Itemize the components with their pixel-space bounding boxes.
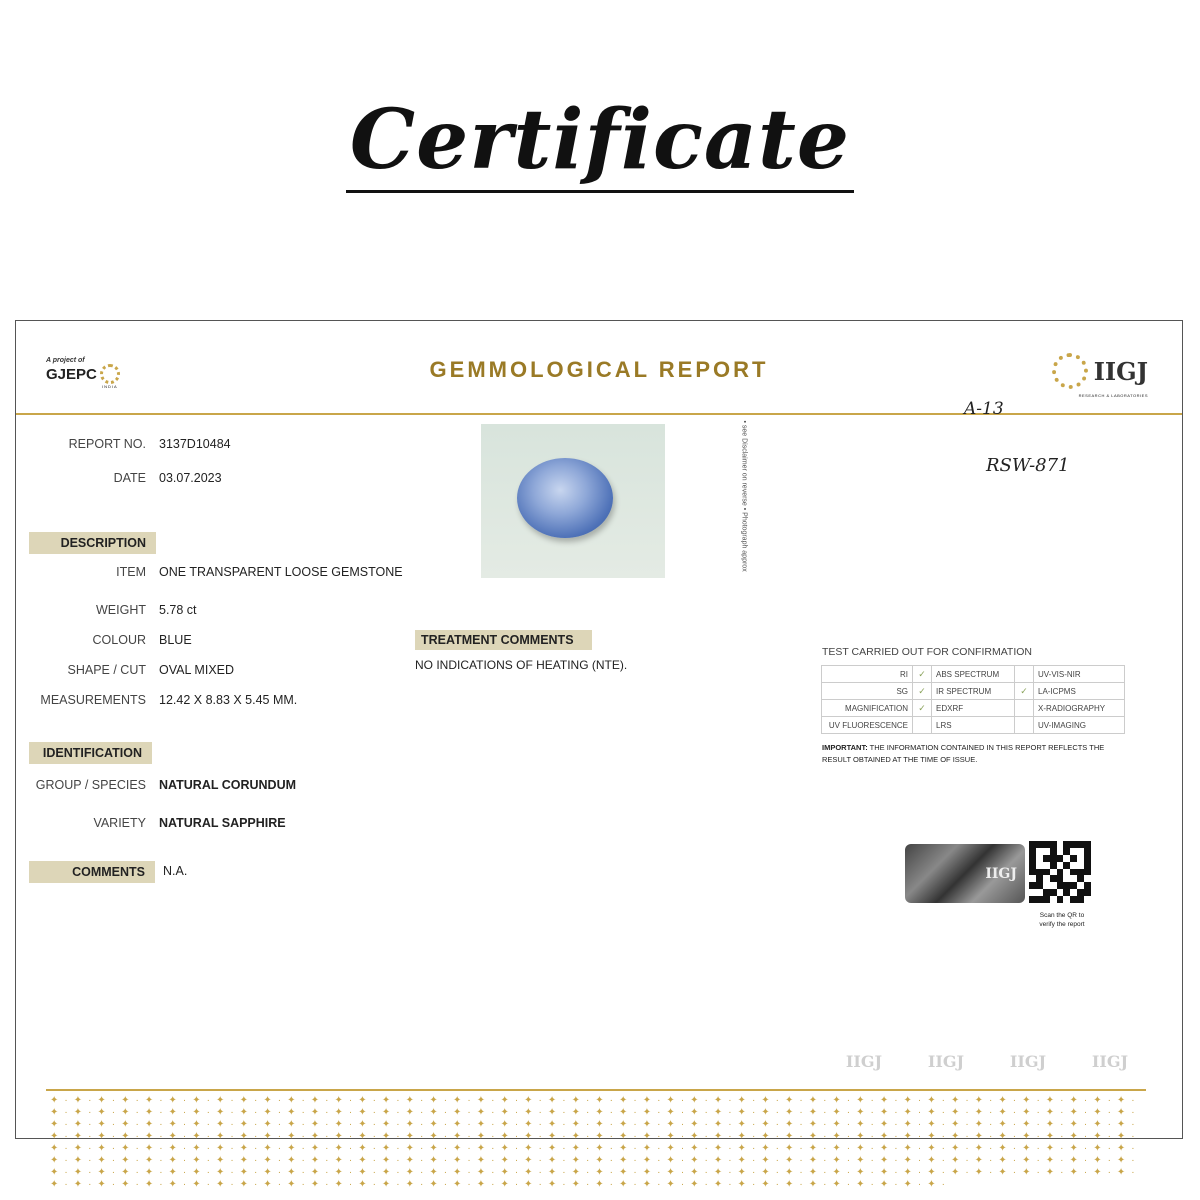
gjepc-country: INDIA [102, 384, 118, 389]
test-name: EDXRF [932, 700, 1015, 717]
measurements-value: 12.42 X 8.83 X 5.45 MM. [159, 693, 298, 707]
page-title [0, 92, 1200, 188]
comments-value: N.A. [163, 864, 188, 878]
item-value: ONE TRANSPARENT LOOSE GEMSTONE [159, 565, 403, 579]
iigj-name: IIGJ [1093, 356, 1148, 386]
footer-divider [46, 1089, 1146, 1091]
description-heading: DESCRIPTION [29, 532, 156, 554]
group-value: NATURAL CORUNDUM [159, 778, 297, 792]
certificate-heading: Certificate [346, 92, 854, 193]
gjepc-tag: A project of [46, 357, 85, 364]
watermark-logo: IIGJ [927, 1052, 965, 1071]
treatment-heading: TREATMENT COMMENTS [415, 630, 592, 650]
check-icon [1015, 717, 1034, 734]
check-icon: ✓ [913, 683, 932, 700]
watermark-logo: IIGJ [1091, 1052, 1129, 1071]
report-title: GEMMOLOGICAL REPORT [429, 357, 769, 382]
important-notice [822, 742, 1112, 766]
test-name: UV-VIS-NIR [1034, 666, 1125, 683]
measurements-label: MEASUREMENTS [40, 693, 146, 707]
shape-value: OVAL MIXED [159, 663, 235, 677]
weight-label: WEIGHT [96, 603, 146, 617]
qr-code-icon[interactable] [1029, 841, 1091, 903]
weight-value: 5.78 ct [159, 603, 197, 617]
test-name: UV-IMAGING [1034, 717, 1125, 734]
qr-caption: Scan the QR to verify the report [1039, 912, 1085, 928]
identification-heading: IDENTIFICATION [29, 742, 152, 764]
watermark-logo: IIGJ [1009, 1052, 1047, 1071]
handwritten-code-rsw: RSW-871 [986, 455, 1070, 476]
test-row [822, 717, 1125, 734]
iigj-logo [1052, 353, 1148, 398]
test-name: RI [822, 666, 913, 683]
test-name: LA-ICPMS [1034, 683, 1125, 700]
watermark-strip [828, 1052, 1146, 1071]
test-name: X-RADIOGRAPHY [1034, 700, 1125, 717]
report-card [15, 320, 1183, 1190]
hologram-seal [905, 844, 1025, 903]
treatment-value: NO INDICATIONS OF HEATING (NTE). [415, 658, 628, 672]
colour-value: BLUE [159, 633, 192, 647]
test-name: ABS SPECTRUM [932, 666, 1015, 683]
starburst-icon [1052, 353, 1088, 389]
header-divider [16, 413, 1182, 415]
report-no-label: REPORT NO. [68, 437, 146, 451]
variety-value: NATURAL SAPPHIRE [159, 816, 286, 830]
test-row [822, 700, 1125, 717]
footer-star-pattern: ✦·✦·✦·✦·✦·✦·✦·✦·✦·✦·✦·✦·✦·✦·✦·✦·✦·✦·✦·✦·✦·✦·✦·✦·✦·✦·✦·✦·✦·✦·✦·✦·✦·✦·✦·✦·✦·✦·✦·✦·✦·✦·✦·✦·✦·✦·✦·✦·✦·✦·✦·✦·✦·✦·✦·✦·✦·✦·✦·✦·✦·✦·✦·✦·✦·✦·✦·✦·✦·✦·✦·✦·✦·✦·✦·✦·✦·✦·✦·✦·✦·✦·✦·✦·✦·✦·✦·✦·✦·✦·✦·✦·✦·✦·✦·✦·✦·✦·✦·✦·✦·✦·✦·✦·✦·✦·✦·✦·✦·✦·✦·✦·✦·✦·✦·✦·✦·✦·✦·✦·✦·✦·✦·✦·✦·✦·✦·✦·✦·✦·✦·✦·✦·✦·✦·✦·✦·✦·✦·✦·✦·✦·✦·✦·✦·✦·✦·✦·✦·✦·✦·✦·✦·✦·✦·✦·✦·✦·✦·✦·✦·✦·✦·✦·✦·✦·✦·✦·✦·✦·✦·✦·✦·✦·✦·✦·✦·✦·✦·✦·✦·✦·✦·✦·✦·✦·✦·✦·✦·✦·✦·✦·✦·✦·✦·✦·✦·✦·✦·✦·✦·✦·✦·✦·✦·✦·✦·✦·✦·✦·✦·✦·✦·✦·✦·✦·✦·✦·✦·✦·✦·✦·✦·✦·✦·✦·✦·✦·✦·✦·✦·✦·✦·✦·✦·✦·✦·✦·✦·✦·✦·✦·✦·✦·✦·✦·✦·✦·✦·✦·✦·✦·✦·✦·✦·✦·✦·✦·✦·✦·✦·✦·✦·✦·✦·✦·✦·✦·✦·✦·✦·✦·✦·✦·✦·✦·✦·✦·✦·✦·✦·✦·✦·✦·✦·✦·✦·✦·✦·✦·✦·✦·✦·✦·✦·✦·✦·✦·✦·✦·✦·✦·✦·✦·✦·✦·✦·✦·✦·✦·✦·✦·✦·✦·✦·✦·✦·✦·✦·✦·✦·✦·✦·✦·✦·✦·✦·✦·✦·✦·✦·✦·✦·✦·✦·✦·✦·✦·✦·✦·✦·✦·✦·✦·✦·✦·✦·✦·✦·✦·✦·✦·✦·✦·✦·✦·✦·✦·✦·✦· [50, 1095, 1141, 1190]
check-icon: ✓ [913, 666, 932, 683]
gemstone-photo [481, 424, 665, 578]
test-name: MAGNIFICATION [822, 700, 913, 717]
date-label: DATE [113, 471, 146, 485]
check-icon [1015, 700, 1034, 717]
handwritten-code-a: A-13 [964, 399, 1004, 419]
variety-label: VARIETY [93, 816, 146, 830]
shape-label: SHAPE / CUT [67, 663, 146, 677]
tests-table [821, 665, 1125, 734]
test-name: IR SPECTRUM [932, 683, 1015, 700]
important-text: THE INFORMATION CONTAINED IN THIS REPORT REFLECTS THE RESULT OBTAINED AT THE TIME OF ISSUE. [822, 743, 1105, 764]
check-icon [913, 717, 932, 734]
comments-heading: COMMENTS [29, 861, 155, 883]
group-label: GROUP / SPECIES [35, 778, 146, 792]
photo-disclaimer-text: • see Disclaimer on reverse • Photograph approx [740, 420, 748, 572]
important-label: IMPORTANT: [822, 743, 868, 752]
iigj-subtitle: RESEARCH & LABORATORIES [1078, 393, 1148, 398]
gjepc-name: GJEPC [46, 365, 97, 383]
item-label: ITEM [116, 565, 146, 579]
hologram-text: IIGJ [985, 866, 1017, 882]
watermark-logo: IIGJ [845, 1052, 883, 1071]
sapphire-gem-image [517, 458, 613, 538]
test-row [822, 683, 1125, 700]
colour-label: COLOUR [92, 633, 146, 647]
date-value: 03.07.2023 [159, 471, 222, 485]
photo-disclaimer [734, 420, 748, 583]
test-row [822, 666, 1125, 683]
test-name: UV FLUORESCENCE [822, 717, 913, 734]
test-name: LRS [932, 717, 1015, 734]
test-name: SG [822, 683, 913, 700]
report-no-value: 3137D10484 [159, 437, 231, 451]
check-icon: ✓ [913, 700, 932, 717]
check-icon: ✓ [1015, 683, 1034, 700]
tests-title: TEST CARRIED OUT FOR CONFIRMATION [822, 646, 1033, 658]
check-icon [1015, 666, 1034, 683]
